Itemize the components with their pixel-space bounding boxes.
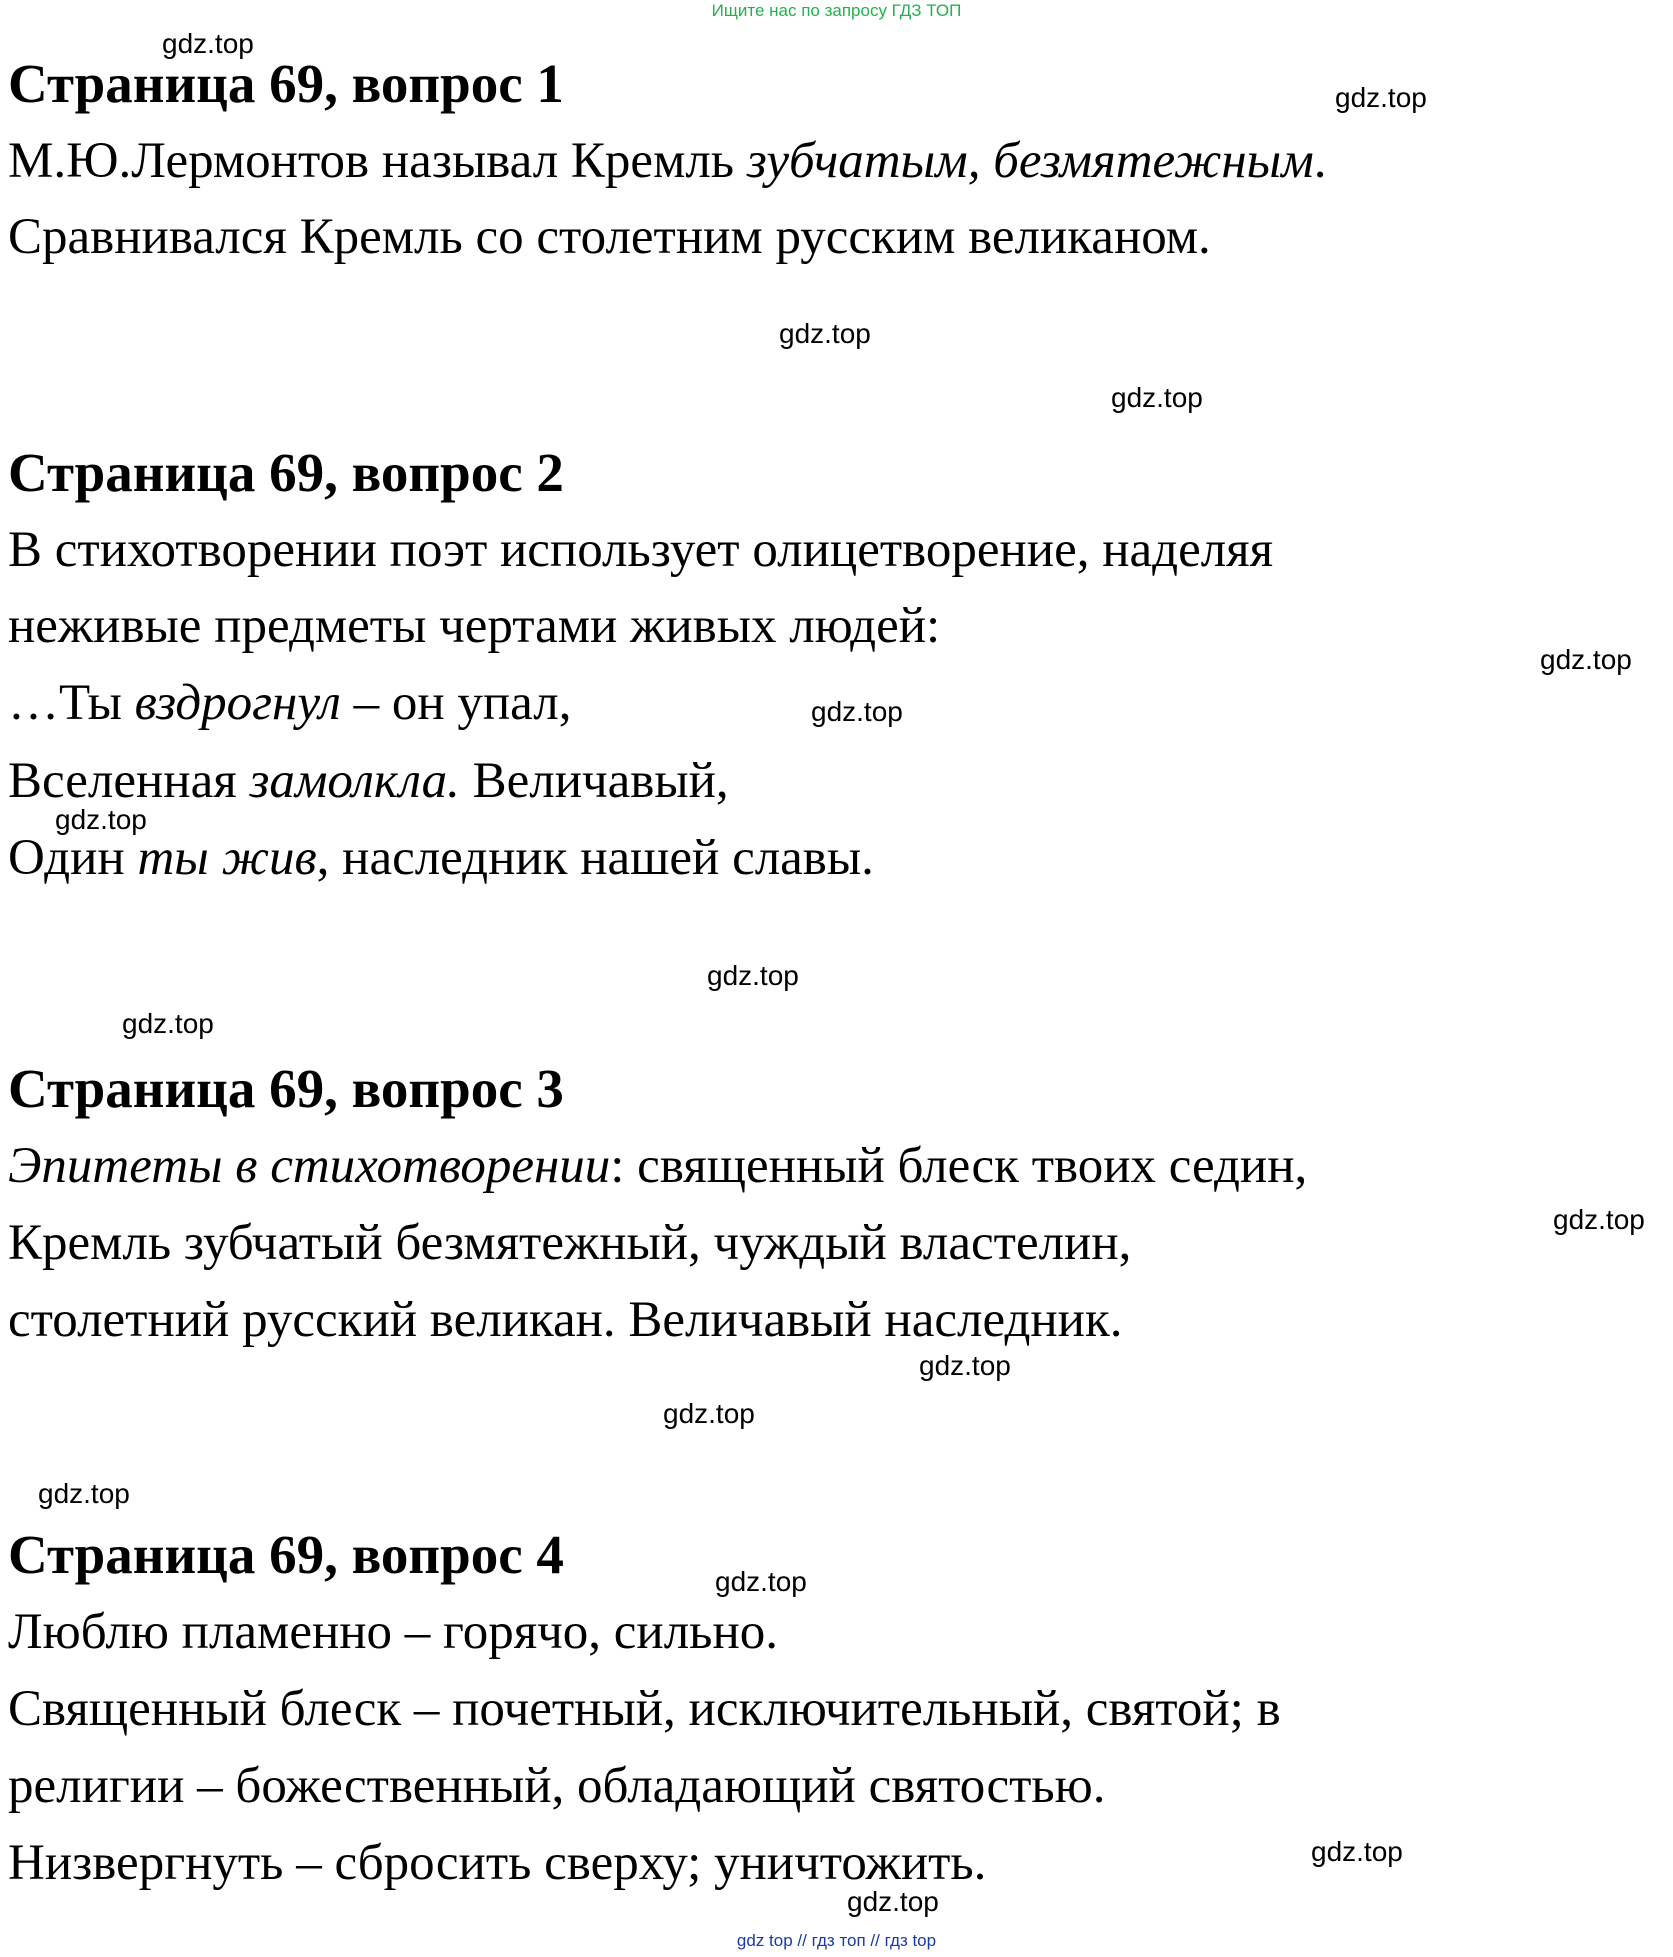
- watermark: gdz.top: [663, 1398, 755, 1429]
- q2-line-4-italic: замолкла.: [249, 753, 460, 809]
- q3-line-2: Кремль зубчатый безмятежный, чуждый властелин,: [8, 1215, 1132, 1271]
- watermark: gdz.top: [715, 1566, 807, 1597]
- q1-line-1-italic: зубчатым, безмятежным: [746, 133, 1314, 189]
- q3-line-1-italic: Эпитеты в стихотворении: [8, 1138, 611, 1194]
- q2-line-5-italic: ты жив: [137, 830, 317, 886]
- top-banner: Ищите нас по запросу ГДЗ ТОП: [711, 1, 962, 20]
- q2-line-3-italic: вздрогнул: [134, 675, 341, 731]
- watermark: gdz.top: [1540, 644, 1632, 675]
- q3-title: Страница 69, вопрос 3: [8, 1058, 564, 1119]
- q2-line-4: [8, 749, 729, 813]
- q1-title: Страница 69, вопрос 1: [8, 53, 564, 114]
- q2-line-1: В стихотворении поэт использует олицетворение, наделяя: [8, 522, 1274, 578]
- q4-line-4: Низвергнуть – сбросить сверху; уничтожить.: [8, 1835, 987, 1891]
- watermark: gdz.top: [1553, 1204, 1645, 1235]
- watermark: gdz.top: [779, 318, 871, 349]
- watermark: gdz.top: [1335, 82, 1427, 113]
- watermark: gdz.top: [55, 804, 147, 835]
- q4-title: Страница 69, вопрос 4: [8, 1524, 564, 1585]
- q2-line-5-end: , наследник нашей славы.: [316, 830, 874, 886]
- q2-line-3: [8, 671, 571, 735]
- q4-line-2: Священный блеск – почетный, исключительный, святой; в: [8, 1681, 1281, 1737]
- watermark: gdz.top: [707, 960, 799, 991]
- q2-line-2: неживые предметы чертами живых людей:: [8, 598, 941, 654]
- watermark: gdz.top: [122, 1008, 214, 1039]
- watermark: gdz.top: [847, 1886, 939, 1917]
- q3-line-1-text: : священный блеск твоих седин,: [610, 1138, 1308, 1194]
- q3-line-3: столетний русский великан. Величавый наследник.: [8, 1292, 1123, 1348]
- bottom-banner: gdz top // гдз топ // гдз top: [736, 1931, 937, 1950]
- watermark: gdz.top: [811, 696, 903, 727]
- q2-line-4-text: Вселенная: [8, 753, 250, 809]
- q1-line-2: Сравнивался Кремль со столетним русским великаном.: [8, 209, 1211, 265]
- q1-line-1-text: М.Ю.Лермонтов называл Кремль: [8, 133, 747, 189]
- q2-line-5: [8, 826, 874, 890]
- q2-line-5-text: Один: [8, 830, 138, 886]
- q1-line-1-end: .: [1313, 133, 1327, 189]
- watermark: gdz.top: [162, 28, 254, 59]
- q2-line-3-text: …Ты: [8, 675, 135, 731]
- q2-title: Страница 69, вопрос 2: [8, 442, 564, 503]
- q2-line-3-end: – он упал,: [340, 675, 572, 731]
- q2-line-4-end: Величавый,: [459, 753, 729, 809]
- q3-line-1: [8, 1134, 1307, 1198]
- watermark: gdz.top: [1111, 382, 1203, 413]
- q4-line-1: Люблю пламенно – горячо, сильно.: [8, 1604, 778, 1660]
- q4-line-3: религии – божественный, обладающий святостью.: [8, 1758, 1106, 1814]
- watermark: gdz.top: [919, 1350, 1011, 1381]
- watermark: gdz.top: [1311, 1836, 1403, 1867]
- q1-line-1: [8, 129, 1327, 193]
- watermark: gdz.top: [38, 1478, 130, 1509]
